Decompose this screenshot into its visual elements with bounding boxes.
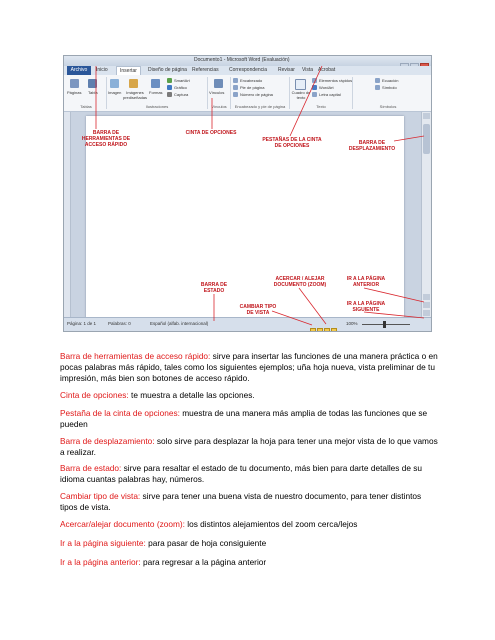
definition-text: los distintos alejamientos del zoom cerca/lejos: [184, 519, 358, 529]
definition-ribbon: [60, 390, 440, 401]
page-number-button-label[interactable]: Número de página: [240, 92, 273, 97]
callout-zoom: ACERCAR / ALEJAR DOCUMENTO (ZOOM): [273, 276, 327, 288]
window-title: Documento1 - Microsoft Word (Evaluación): [194, 57, 290, 63]
definition-scrollbar: [60, 436, 440, 458]
textbox-button-label[interactable]: Cuadro de texto: [291, 90, 311, 100]
definition-text: sirve para tener una buena vista de nuestro documento, para tener distintos tipos de vista.: [60, 491, 422, 512]
definition-zoom: [60, 519, 440, 530]
header-button-label[interactable]: Encabezado: [240, 78, 263, 83]
status-language[interactable]: Español (alfab. internacional): [150, 321, 209, 326]
footer-button-label[interactable]: Pie de página: [240, 85, 265, 90]
definition-next-page: [60, 538, 440, 549]
callout-prev-page: IR A LA PÁGINA ANTERIOR: [346, 276, 386, 288]
word-screenshot: [63, 55, 432, 332]
definition-view: [60, 491, 440, 513]
definition-text: solo sirve para desplazar la hoja para tener una mejor vista de lo que vamos a realizar.: [60, 436, 438, 457]
tab-revisar[interactable]: Revisar: [278, 67, 295, 73]
status-words[interactable]: Palabras: 0: [108, 321, 131, 326]
callout-ribbon: CINTA DE OPCIONES: [185, 130, 237, 136]
dropcap-button-label[interactable]: Letra capital: [319, 92, 341, 97]
tab-archivo[interactable]: Archivo: [67, 66, 91, 75]
definition-prev-page: [60, 557, 440, 568]
definition-ribbon-tabs: [60, 408, 440, 430]
pages-button-label[interactable]: Páginas: [67, 90, 82, 95]
ribbon-group-label: Texto: [316, 104, 326, 109]
wordart-button-label[interactable]: WordArt: [319, 85, 334, 90]
callout-statusbar: BARRA DE ESTADO: [200, 282, 228, 294]
ribbon-group-label: Ilustraciones: [145, 104, 169, 109]
definition-text: sirve para resaltar el estado de tu documento, más bien para darte detalles de su idioma cuantas palabras hay, números.: [60, 463, 423, 484]
callout-view: CAMBIAR TIPO DE VISTA: [239, 304, 277, 316]
picture-button-label[interactable]: Imagen: [108, 90, 122, 95]
definition-term: Ir a la página anterior:: [60, 557, 141, 567]
tab-diseno[interactable]: Diseño de página: [148, 67, 187, 73]
ribbon-group-label: Símbolos: [379, 104, 397, 109]
links-button-label[interactable]: Vínculos: [209, 90, 225, 95]
arrow-ribbon-tabs: [290, 66, 322, 136]
arrow-prev-page: [364, 288, 424, 302]
symbol-button-label[interactable]: Símbolo: [382, 85, 397, 90]
definition-term: Ir a la página siguiente:: [60, 538, 146, 548]
definition-term: Barra de estado:: [60, 463, 122, 473]
callout-scrollbar: BARRA DE DESPLAZAMIENTO: [348, 140, 396, 152]
equation-button-label[interactable]: Ecuación: [382, 78, 399, 83]
arrow-zoom: [299, 288, 326, 324]
table-button-label[interactable]: Tabla: [88, 90, 98, 95]
status-page[interactable]: Página: 1 de 1: [67, 321, 97, 326]
ribbon-group-label: Tablas: [80, 104, 92, 109]
definition-qat: [60, 351, 440, 384]
tab-insertar[interactable]: Insertar: [116, 66, 141, 75]
definition-text: para pasar de hoja consiguiente: [145, 538, 267, 548]
definition-term: Acercar/alejar documento (zoom):: [60, 519, 185, 529]
zoom-level[interactable]: 100%: [346, 321, 358, 326]
definition-term: Pestaña de la cinta de opciones:: [60, 408, 180, 418]
quickparts-button-label[interactable]: Elementos rápidos: [319, 78, 353, 83]
definition-term: Barra de herramientas de acceso rápido:: [60, 351, 211, 361]
tab-inicio[interactable]: Inicio: [96, 67, 108, 73]
definition-text: para regresar a la página anterior: [140, 557, 267, 567]
definition-text: sirve para insertar las funciones de una manera práctica o en pocas palabras más rápido, tales como los siguientes ejemplos; uña hoja nueva, vista preliminar de tu impresión, más bien son botones de acceso rápido.: [60, 351, 438, 383]
tab-vista[interactable]: Vista: [302, 67, 314, 73]
shapes-button-label[interactable]: Formas: [149, 90, 163, 95]
tab-referencias[interactable]: Referencias: [192, 67, 219, 73]
tab-acrobat[interactable]: Acrobat: [318, 67, 336, 73]
definition-text: te muestra a detalle las opciones.: [128, 390, 255, 400]
definition-term: Cinta de opciones:: [60, 390, 129, 400]
definition-term: Barra de desplazamiento:: [60, 436, 155, 446]
callout-next-page: IR A LA PÁGINA SIGUIENTE: [346, 301, 386, 313]
callout-qat: BARRA DE HERRAMIENTAS DE ACCESO RÁPIDO: [81, 130, 131, 148]
screenshot-button-label[interactable]: Captura: [174, 92, 189, 97]
ribbon-group-label: Vínculos: [211, 104, 227, 109]
callout-arrows: [64, 56, 432, 332]
tab-correspondencia[interactable]: Correspondencia: [229, 67, 268, 73]
clipart-button-label[interactable]: Imágenes prediseñadas: [123, 90, 148, 100]
callout-ribbon-tabs: PESTAÑAS DE LA CINTA DE OPCIONES: [262, 137, 322, 149]
smartart-button-label[interactable]: SmartArt: [174, 78, 190, 83]
chart-button-label[interactable]: Gráfico: [174, 85, 187, 90]
definition-term: Cambiar tipo de vista:: [60, 491, 141, 501]
definition-statusbar: [60, 463, 440, 485]
ribbon-group-label: Encabezado y pie de página: [234, 104, 286, 109]
definition-text: muestra de una manera más amplia de todas las funciones que se pueden: [60, 408, 428, 429]
